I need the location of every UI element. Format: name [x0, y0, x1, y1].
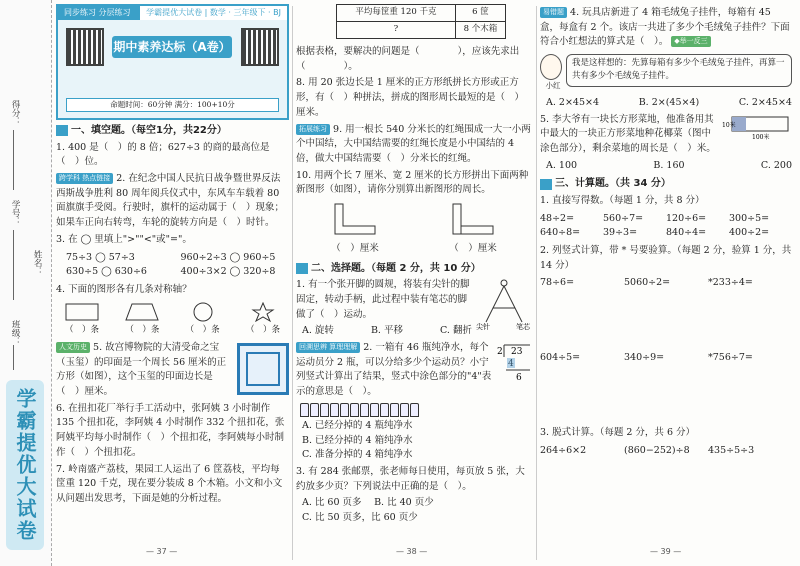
question-9	[296, 123, 532, 167]
shape-row	[62, 302, 283, 337]
calc-question-1: 1. 直接写得数。（每题 1 分，共 8 分）	[540, 194, 705, 206]
choice-option: C. 比 50 页多，比 60 页少	[302, 512, 418, 524]
star-shape	[243, 302, 283, 337]
perimeter-blank: （ ）厘米	[449, 242, 497, 254]
circle-icon	[185, 302, 221, 322]
choice-question-5	[540, 113, 792, 157]
choice-option: B. 2×(45×4)	[638, 96, 700, 108]
analysis-table	[336, 4, 506, 39]
score-line	[13, 130, 14, 190]
section-choice	[296, 261, 532, 277]
mental-math-grid	[540, 212, 792, 241]
l-shape-icon	[451, 202, 495, 236]
column-divider	[292, 6, 293, 560]
choice-option: A. 2×45×4	[546, 96, 599, 108]
vertical-calc-row-1	[540, 276, 792, 348]
trapezoid-shape	[122, 302, 162, 337]
choice-option: C. 200	[760, 159, 792, 171]
order-of-operations-row	[540, 444, 792, 459]
choice-option: B. 160	[653, 159, 685, 171]
bottle-icon	[340, 403, 349, 417]
choice-option: C. 2×45×4	[738, 96, 792, 108]
l-shape-icon	[333, 202, 377, 236]
column-page-39: 易错题 4. 玩具店新进了 4 箱毛绒兔子挂件，每箱有 45 盒，每盒有 2 个。该店一共进了多少个毛绒兔子挂件？下面符合小红想法的算式是（ ）。 ◆举一反三 小红 我是这样想的：先算每箱有多少个毛绒兔子挂件，再算一共有多少个毛绒兔子挂件。 A. 2×45×4 B. 2×(45×4) C. 2×45×4 10米 100米 5. 李大爷有一块长方形菜地，他准备用其中最大的一块正方形菜地种花椰菜（图中涂色部分），剩余菜地的周长是（ ）米。 A. 100 B. 160 C. 200 三、计算题。（共 34 分） 1. 直接写得数。（每题 1 分，共 8 分） 48÷2= 560÷7= 120÷6= 300÷5= 640÷8= 39÷3= 840÷4= 400÷2= 2. 列竖式计算，带 * 号要验算。（每题 2 分，验算 1 分，共 14 分） 78÷6= 5060÷2= *233÷4= 604÷5= 340÷9= *756÷7= 3. 脱式计算。（每题 2 分，共 6 分） 264÷6×2 (860−252)÷8 435÷5÷3 — 39 —	[540, 7, 792, 556]
calc-item: *233÷4=	[708, 277, 753, 289]
math-item: 120÷6=	[666, 212, 707, 224]
bottle-icon	[320, 403, 329, 417]
needle-label: 尖针	[476, 323, 490, 331]
bottle-illustration	[300, 403, 532, 417]
bottle-icon	[310, 403, 319, 417]
axis-blank: （ ）条	[64, 324, 99, 335]
section-title: 一、填空题。（每空1分，共22分）	[71, 125, 227, 136]
calc-question-2: 2. 列竖式计算，带 * 号要验算。（每题 2 分，验算 1 分，共 14 分）	[540, 245, 792, 271]
section-calculation	[540, 176, 792, 192]
class-line	[13, 345, 14, 370]
binding-strip	[0, 0, 52, 566]
calc-question-3: 3. 脱式计算。（每题 2 分，共 6 分）	[540, 427, 696, 439]
section-marker-icon	[540, 179, 552, 190]
column-page-38: 平均每筐重 120 千克 6 筐 ? 8 个木箱 根据表格，要解决的问题是（ ），应该先求出（ ）。 8. 用 20 张边长是 1 厘米的正方形纸拼长方形或正方形，有（ ）种拼法，拼成的图形周长最短的是（ ）厘米。 拓展练习 9. 用一根长 540 分米长的红绳围成一大一小两个中国结，大中国结需要的红绳长度是小中国结的 4 倍，做大中国结需要（ ）分米长的红绳。 10. 用两个长 7 厘米、宽 2 厘米的长方形拼出下面两种新图形（如图），请你分别算出新图形的周长。 （ ）厘米 （ ）厘米 二、选择题。（每题 2 分，共 10 分） 尖针 笔芯 1. 有一个张开脚的圆规，将装有尖针的脚固定，转动手柄，此过程中装有笔芯的脚做了（ ）运动。 A. 旋转 B. 平移 C. 翻折 23 2 6 回溯思辨 算理理解 2. 一箱有 46 瓶纯净水，每个运动员分 2 瓶，可以分给多少个运动员？小宁列竖式计算出了结果，竖式中涂色部分的"4"表示的意思是（ ）。 A. 已经分掉的 4 瓶纯净水 B. 已经分掉的 4 箱纯净水 C. 准备分掉的 4 箱纯净水 3. 有 284 张邮票，张老师每日使用，每页放 5 张，大约放多少页？下列说法中正确的是（ ）。 A. 比 60 页多 B. 比 40 页少 C. 比 50 页多，比 60 页少 — 38 —	[296, 4, 532, 528]
axis-blank: （ ）条	[185, 324, 220, 335]
choice-option: A. 已经分掉的 4 瓶纯净水	[302, 419, 413, 431]
character	[540, 54, 566, 92]
exam-header	[56, 4, 289, 120]
question-1: 1. 400 是（ ）的 8 倍；627÷3 的商的最高位是（ ）位。	[56, 141, 270, 168]
calc-item: 340÷9=	[624, 352, 665, 364]
jade-seal-image	[237, 343, 289, 395]
bottle-icon	[360, 403, 369, 417]
character-speech	[540, 54, 792, 92]
column-divider	[536, 6, 537, 560]
choice-question-1-text: 1. 有一个张开脚的圆规，将装有尖针的脚固定，转动手柄，此过程中装有笔芯的脚做了（ ）运动。	[296, 279, 470, 320]
svg-text:6: 6	[516, 373, 522, 383]
lead-label: 笔芯	[516, 323, 530, 331]
division-icon	[496, 341, 532, 387]
choice-option: A. 旋转	[302, 325, 334, 337]
choice-options	[302, 324, 472, 339]
choice-option: B. 已经分掉的 4 箱纯净水	[302, 434, 413, 446]
question-7: 7. 岭南盛产荔枝，果园工人运出了 6 筐荔枝，平均每筐重 120 千克，现在要分装成 8 个木箱。小文和小文从问题出发思考，下面是她的分析过程。	[56, 463, 283, 505]
math-item: 840÷4=	[666, 227, 707, 239]
exam-info: 命题时间：60分钟 满分：100+10分	[66, 98, 279, 112]
section-title: 二、选择题。（每题 2 分，共 10 分）	[311, 262, 481, 274]
calc-item: 435÷5÷3	[708, 445, 755, 457]
exam-title: 期中素养达标（A卷）	[112, 36, 232, 58]
long-division-figure	[496, 341, 532, 393]
circle-shape	[183, 302, 223, 337]
l-shape-2	[449, 202, 497, 256]
choice-question-5-text: 5. 李大爷有一块长方形菜地，他准备用其中最大的一块正方形菜地种花椰菜（图中涂色部分），剩余菜地的周长是（ ）米。	[540, 113, 716, 154]
table-cell: 8 个木箱	[455, 22, 505, 39]
section-marker-icon	[56, 125, 68, 136]
table-cell: 平均每筐重 120 千克	[337, 5, 456, 22]
calc-item: 264÷6×2	[540, 445, 587, 457]
choice-option: B. 平移	[370, 325, 403, 337]
choice-question-2	[296, 341, 532, 400]
calc-item: *756÷7=	[708, 352, 753, 364]
question-5	[56, 341, 289, 400]
math-item: 48÷2=	[540, 212, 575, 224]
bottle-icon	[300, 403, 309, 417]
question-8: 8. 用 20 张边长是 1 厘米的正方形纸拼长方形或正方形，有（ ）种拼法，拼成的图形周长最短的是（ ）厘米。	[296, 77, 525, 118]
compare-grid	[66, 251, 289, 280]
choice-option: B. 比 40 页少	[374, 497, 434, 509]
vegetable-plot-figure	[722, 113, 792, 147]
compass-figure	[476, 278, 532, 336]
l-shape-figures	[296, 202, 532, 256]
axis-blank: （ ）条	[125, 324, 160, 335]
speech-bubble: 我是这样想的：先算每箱有多少个毛绒兔子挂件，再算一共有多少个毛绒兔子挂件。	[566, 54, 792, 86]
extension-badge: ◆举一反三	[671, 36, 710, 47]
choice-question-2-text: 2. 一箱有 46 瓶纯净水，每个运动员分 2 瓶，可以分给多少个运动员？小宁列竖式计算出了结果，竖式中涂色部分的"4"表示的意思是（ ）。	[296, 342, 492, 398]
axis-blank: （ ）条	[245, 324, 280, 335]
section-marker-icon	[296, 263, 308, 274]
compass-icon	[476, 278, 532, 330]
header-tab-practice: 同步练习 分层练习	[64, 8, 131, 17]
compare-item: 630÷5 ◯ 630÷6	[66, 266, 147, 278]
choice-options	[546, 159, 792, 174]
question-4: 4. 下面的图形各有几条对称轴？	[56, 283, 192, 295]
question-7-cont: 根据表格，要解决的问题是（ ），应该先求出（ ）。	[296, 46, 520, 72]
question-9-text: 9. 用一根长 540 分米长的红绳围成一大一小两个中国结，大中国结需要的红绳长度是小中国结的 4 倍，做大中国结需要（ ）分米长的红绳。	[296, 123, 531, 165]
math-item: 560÷7=	[603, 212, 644, 224]
trapezoid-icon	[124, 302, 160, 322]
choice-question-4	[540, 6, 792, 50]
perimeter-blank: （ ）厘米	[331, 242, 379, 254]
bottle-icon	[400, 403, 409, 417]
svg-text:2: 2	[497, 347, 503, 357]
calc-item: 604÷5=	[540, 352, 581, 364]
l-shape-1	[331, 202, 379, 256]
choice-options	[302, 419, 532, 463]
section-title: 三、计算题。（共 34 分）	[555, 178, 671, 190]
calc-item: 5060÷2=	[624, 277, 671, 289]
calc-item: (860−252)÷8	[624, 445, 690, 457]
question-2-text: 2. 在纪念中国人民抗日战争暨世界反法西斯战争胜利 80 周年阅兵仪式中，东风车车载着 80 面旗旗手受阅。行驶时，旗杆的运动属于（ ）现象；如果车正向右转弯，车轮的旋转方向是（ ）时针。	[56, 172, 285, 229]
header-tabs	[58, 6, 287, 20]
svg-text:23: 23	[511, 347, 523, 357]
bottle-icon	[380, 403, 389, 417]
name-label: 姓名：	[32, 250, 43, 276]
rectangle-icon	[64, 302, 100, 322]
choice-question-4-text: 4. 玩具店新进了 4 箱毛绒兔子挂件，每箱有 45 盒，每盒有 2 个。该店一共进了多少个毛绒兔子挂件？下面符合小红想法的算式是（ ）。	[540, 7, 790, 48]
question-badge: 易错题	[540, 7, 567, 18]
choice-option: C. 准备分掉的 4 箱纯净水	[302, 449, 413, 461]
bottle-icon	[370, 403, 379, 417]
qr-code-icon	[66, 28, 104, 66]
question-5-text: 5. 故宫博物院的大清受命之宝（玉玺）的印面是一个周长 56 厘米的正方形（如图），这个玉玺的印面边长是（ ）厘米。	[56, 341, 227, 398]
number-line	[13, 230, 14, 300]
number-label: 学号：	[10, 200, 21, 226]
math-item: 640÷8=	[540, 227, 581, 239]
math-item: 300÷5=	[729, 212, 770, 224]
compare-item: 960÷2÷3 ◯ 960÷5	[180, 251, 276, 263]
question-3: 3. 在 ◯ 里填上">""<"或"="。	[56, 233, 192, 245]
brand-logo: 学霸提优大试卷	[6, 380, 44, 550]
question-2	[56, 172, 289, 231]
table-cell: 6 筐	[455, 5, 505, 22]
question-badge: 跨学科 热点链接	[56, 173, 113, 184]
choice-options	[302, 496, 532, 525]
math-item: 400÷2=	[729, 227, 770, 239]
bottle-icon	[390, 403, 399, 417]
bottle-icon	[410, 403, 419, 417]
choice-question-3: 3. 有 284 张邮票，张老师每日使用，每页放 5 张，大约放多少页？下列说法中正确的是（ ）。	[296, 466, 525, 492]
table-cell: ?	[337, 22, 456, 39]
choice-option: A. 比 60 页多	[302, 497, 362, 509]
choice-option: C. 翻折	[440, 325, 472, 337]
question-badge: 回溯思辨 算理理解	[296, 342, 360, 353]
garden-plot-icon	[722, 113, 792, 141]
bottle-icon	[350, 403, 359, 417]
math-item: 39÷3=	[603, 227, 638, 239]
table-row	[337, 5, 506, 22]
question-badge: 人文历史	[56, 342, 90, 353]
length-label: 100米	[752, 133, 770, 141]
bottle-icon	[330, 403, 339, 417]
qr-code-icon	[241, 28, 279, 66]
vertical-calc-row-2	[540, 351, 792, 423]
choice-options	[546, 96, 792, 111]
question-10: 10. 用两个长 7 厘米、宽 2 厘米的长方形拼出下面两种新图形（如图），请你分别算出新图形的周长。	[296, 169, 529, 196]
star-icon	[245, 302, 281, 322]
side-label: 10米	[722, 121, 736, 129]
header-tab-brand: 学霸提优大试卷 | 数学 · 三年级下 · BJ	[140, 6, 287, 20]
compare-item: 400÷3×2 ◯ 320÷8	[180, 266, 276, 278]
score-label: 得分：	[10, 100, 21, 126]
calc-item: 78÷6=	[540, 277, 575, 289]
column-page-37: 同步练习 分层练习 学霸提优大试卷 | 数学 · 三年级下 · BJ 期中素养达标（A卷） 命题时间：60分钟 满分：100+10分 一、填空题。（每空1分，共22分） 1. 400 是（ ）的 8 倍；627÷3 的商的最高位是（ ）位。 跨学科 热点链接 2. 在纪念中国人民抗日战争暨世界反法西斯战争胜利 80 周年阅兵仪式中，东风车车载着 80 面旗旗手受阅。行驶时，旗杆的运动属于（ ）现象；如果车正向右转弯，车轮的旋转方向是（ ）时针。 3. 在 ◯ 里填上">""<"或"="。 75÷3 ◯ 57÷3 960÷2÷3 ◯ 960÷5 630÷5 ◯ 630÷6 400÷3×2 ◯ 320÷8 4. 下面的图形各有几条对称轴？ （ ）条 （ ）条 （ ）条 （ ）条 人文历史 5. 故宫博物院的大清受命之宝（玉玺）的印面是一个周长 56 厘米的正方形（如图），这个玉玺的印面边长是（ ）厘米。 6. 在扭扣花厂举行手工活动中，张阿姨 3 小时制作 135 个扭扣花，李阿姨 4 小时制作 332 个扭扣花，张阿姨平均每小时制作（ ）个扭扣花，李阿姨每小时制作（ ）个扭扣花。 7. 岭南盛产荔枝，果园工人运出了 6 筐荔枝，平均每筐重 120 千克，现在要分装成 8 个木箱。小文和小文从问题出发思考，下面是她的分析过程。 — 37 —	[56, 4, 289, 509]
question-badge: 拓展练习	[296, 124, 330, 135]
question-6: 6. 在扭扣花厂举行手工活动中，张阿姨 3 小时制作 135 个扭扣花，李阿姨 4 小时制作 332 个扭扣花，张阿姨平均每小时制作（ ）个扭扣花，李阿姨每小时制作（ ）个扭扣花。	[56, 402, 285, 458]
class-label: 班级：	[10, 320, 21, 346]
section-fill-in	[56, 123, 289, 139]
compare-item: 75÷3 ◯ 57÷3	[66, 251, 135, 263]
rectangle-shape	[62, 302, 102, 337]
character-name: 小红	[545, 81, 561, 91]
table-row	[337, 22, 506, 39]
choice-option: A. 100	[546, 159, 578, 171]
girl-avatar-icon	[540, 54, 562, 80]
